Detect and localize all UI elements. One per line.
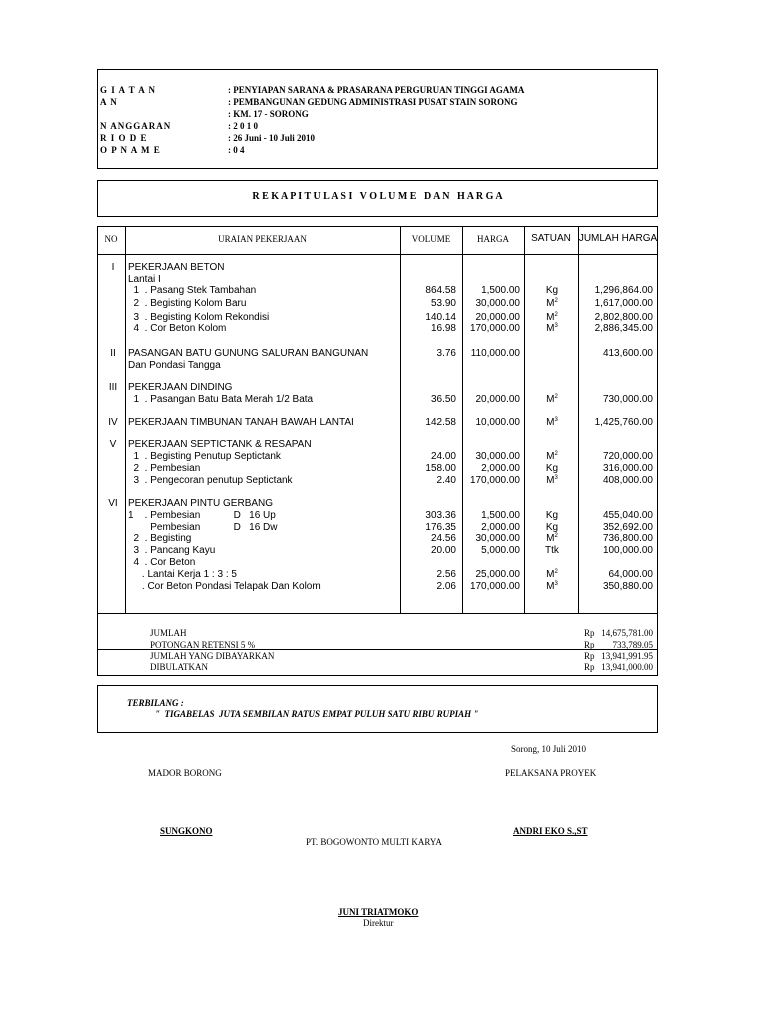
- row-harga: 30,000.00: [475, 451, 520, 462]
- col-header-satuan: SATUAN: [531, 233, 571, 244]
- row-description: 1 . Pasang Stek Tambahan: [128, 285, 257, 296]
- row-satuan-unit: M: [546, 298, 555, 309]
- row-satuan-unit: M: [546, 451, 555, 462]
- row-satuan: [530, 451, 574, 462]
- row-number: IV: [108, 417, 118, 428]
- row-harga: 170,000.00: [469, 323, 520, 334]
- row-satuan-exponent: 2: [554, 312, 558, 318]
- row-satuan-unit: Kg: [545, 510, 559, 521]
- row-satuan-exponent: 3: [554, 475, 558, 481]
- row-satuan: [530, 510, 574, 521]
- row-satuan: [530, 522, 574, 533]
- summary-currency: Rp: [584, 628, 595, 638]
- row-satuan: [530, 545, 574, 556]
- table-header-divider: [97, 254, 658, 255]
- row-harga: 2,000.00: [481, 463, 520, 474]
- row-description: 3 . Pancang Kayu: [128, 545, 216, 556]
- terbilang-label: TERBILANG :: [127, 698, 184, 708]
- row-description: 2 . Begisting: [128, 533, 192, 544]
- row-volume: 2.56: [436, 569, 456, 580]
- row-description: PEKERJAAN PINTU GERBANG: [128, 498, 274, 509]
- row-satuan-unit: M: [546, 533, 555, 544]
- row-satuan: [530, 533, 574, 544]
- summary-label: JUMLAH YANG DIBAYARKAN: [150, 651, 275, 661]
- row-jumlah: 736,800.00: [602, 533, 653, 544]
- header-value: : 0 4: [228, 145, 245, 155]
- col-header-harga: HARGA: [476, 234, 509, 244]
- header-label: A N: [100, 97, 118, 107]
- table-row: [0, 323, 768, 335]
- row-description: . Lantai Kerja 1 : 3 : 5: [128, 569, 237, 580]
- row-jumlah: 2,802,800.00: [594, 312, 653, 323]
- row-description: 2 . Pembesian: [128, 463, 201, 474]
- row-satuan-unit: Ttk: [545, 545, 559, 556]
- row-harga: 1,500.00: [481, 285, 520, 296]
- table-row: [0, 285, 768, 297]
- row-description: PEKERJAAN SEPTICTANK & RESAPAN: [128, 439, 312, 450]
- row-description: PEKERJAAN BETON: [128, 262, 225, 273]
- header-value: : 2 0 1 0: [228, 121, 258, 131]
- row-satuan: [530, 475, 574, 486]
- row-description: Dan Pondasi Tangga: [128, 360, 221, 371]
- row-harga: 170,000.00: [469, 581, 520, 592]
- row-satuan-exponent: 2: [554, 298, 558, 304]
- table-row: [0, 439, 768, 451]
- row-jumlah: 1,296,864.00: [594, 285, 653, 296]
- row-harga: 1,500.00: [481, 510, 520, 521]
- row-number: I: [111, 262, 115, 273]
- table-row: [0, 463, 768, 475]
- row-description: 1 . Pasangan Batu Bata Merah 1/2 Bata: [128, 394, 314, 405]
- summary-value: 13,941,000.00: [601, 662, 653, 672]
- row-harga: 170,000.00: [469, 475, 520, 486]
- row-harga: 20,000.00: [475, 394, 520, 405]
- summary-value: 14,675,781.00: [601, 628, 653, 638]
- table-row: [0, 533, 768, 545]
- table-row: [0, 581, 768, 593]
- row-satuan-unit: M: [546, 581, 555, 592]
- row-satuan: [530, 569, 574, 580]
- row-description: 1 . Begisting Penutup Septictank: [128, 451, 281, 462]
- header-label: R I O D E: [100, 133, 148, 143]
- header-label: O P N A M E: [100, 145, 161, 155]
- row-description: Lantai I: [128, 274, 161, 285]
- summary-currency: Rp: [584, 651, 595, 661]
- table-row: [0, 298, 768, 310]
- header-value: : PEMBANGUNAN GEDUNG ADMINISTRASI PUSAT STAIN SORONG: [228, 97, 518, 107]
- row-satuan-unit: M: [546, 417, 555, 428]
- row-jumlah: 730,000.00: [602, 394, 653, 405]
- summary-value: 733,789.05: [612, 640, 653, 650]
- row-description: 3 . Pengecoran penutup Septictank: [128, 475, 293, 486]
- row-jumlah: 350,880.00: [602, 581, 653, 592]
- row-volume: 176.35: [425, 522, 456, 533]
- summary-label: POTONGAN RETENSI 5 %: [150, 640, 256, 650]
- col-header-volume: VOLUME: [411, 234, 451, 244]
- row-jumlah: 413,600.00: [602, 348, 653, 359]
- company-name: PT. BOGOWONTO MULTI KARYA: [306, 837, 442, 847]
- row-satuan: [530, 312, 574, 323]
- header-label: N ANGGARAN: [100, 121, 172, 131]
- row-jumlah: 455,040.00: [602, 510, 653, 521]
- row-volume: 24.00: [430, 451, 456, 462]
- row-harga: 25,000.00: [475, 569, 520, 580]
- row-volume: 53.90: [430, 298, 456, 309]
- row-harga: 5,000.00: [481, 545, 520, 556]
- table-row: [0, 262, 768, 274]
- row-volume: 36.50: [430, 394, 456, 405]
- row-satuan-exponent: 2: [554, 569, 558, 575]
- row-description: Pembesian D 16 Dw: [128, 522, 278, 533]
- table-row: [0, 545, 768, 557]
- col-header-jumlah: JUMLAH HARGA: [578, 233, 658, 244]
- row-satuan: [530, 417, 574, 428]
- row-description: 4 . Cor Beton Kolom: [128, 323, 227, 334]
- summary-value: 13,941,991.95: [601, 651, 653, 661]
- header-label: G I A T A N: [100, 85, 156, 95]
- row-jumlah: 64,000.00: [608, 569, 653, 580]
- row-number: VI: [108, 498, 118, 509]
- row-jumlah: 352,692.00: [602, 522, 653, 533]
- row-harga: 30,000.00: [475, 533, 520, 544]
- row-satuan-unit: M: [546, 569, 555, 580]
- header-value: : PENYIAPAN SARANA & PRASARANA PERGURUAN TINGGI AGAMA: [228, 85, 525, 95]
- row-jumlah: 408,000.00: [602, 475, 653, 486]
- place-date: Sorong, 10 Juli 2010: [511, 744, 587, 754]
- row-volume: 864.58: [425, 285, 456, 296]
- summary-currency: Rp: [584, 662, 595, 672]
- row-satuan-unit: M: [546, 312, 555, 323]
- document-title: R E K A P I T U L A S I V O L U M E D A N H A R G A: [252, 191, 503, 202]
- row-description: 2 . Begisting Kolom Baru: [128, 298, 247, 309]
- row-volume: 3.76: [436, 348, 456, 359]
- row-volume: 20.00: [430, 545, 456, 556]
- row-satuan-exponent: 3: [554, 417, 558, 423]
- row-description: . Cor Beton Pondasi Telapak Dan Kolom: [128, 581, 321, 592]
- row-satuan-unit: M: [546, 475, 555, 486]
- director-name: JUNI TRIATMOKO: [338, 907, 419, 917]
- row-satuan-unit: M: [546, 394, 555, 405]
- row-harga: 30,000.00: [475, 298, 520, 309]
- table-row: [0, 348, 768, 360]
- header-box: [97, 69, 658, 169]
- row-volume: 158.00: [425, 463, 456, 474]
- row-volume: 24.56: [430, 533, 456, 544]
- table-row: [0, 557, 768, 569]
- row-satuan: [530, 581, 574, 592]
- row-satuan: [530, 285, 574, 296]
- row-volume: 142.58: [425, 417, 456, 428]
- table-row: [0, 417, 768, 429]
- summary-label: JUMLAH: [150, 628, 187, 638]
- row-jumlah: 720,000.00: [602, 451, 653, 462]
- director-title: Direktur: [363, 918, 394, 928]
- row-satuan-exponent: 3: [554, 581, 558, 587]
- table-row: [0, 451, 768, 463]
- table-row: [0, 394, 768, 406]
- row-jumlah: 316,000.00: [602, 463, 653, 474]
- left-signatory-name: SUNGKONO: [160, 826, 213, 836]
- row-satuan-unit: Kg: [545, 463, 559, 474]
- left-role: MADOR BORONG: [148, 768, 222, 778]
- row-number: II: [110, 348, 116, 359]
- row-volume: 2.40: [436, 475, 456, 486]
- row-volume: 140.14: [425, 312, 456, 323]
- row-description: PEKERJAAN TIMBUNAN TANAH BAWAH LANTAI: [128, 417, 354, 428]
- table-row: [0, 510, 768, 522]
- row-volume: 2.06: [436, 581, 456, 592]
- row-jumlah: 1,425,760.00: [594, 417, 653, 428]
- row-description: PEKERJAAN DINDING: [128, 382, 233, 393]
- row-jumlah: 1,617,000.00: [594, 298, 653, 309]
- row-satuan-exponent: 2: [554, 394, 558, 400]
- header-value: : KM. 17 - SORONG: [228, 109, 309, 119]
- row-satuan: [530, 298, 574, 309]
- row-satuan-unit: M: [546, 323, 555, 334]
- row-description: 3 . Begisting Kolom Rekondisi: [128, 312, 270, 323]
- row-number: III: [108, 382, 118, 393]
- row-description: 1 . Pembesian D 16 Up: [128, 510, 276, 521]
- header-value: : 26 Juni - 10 Juli 2010: [228, 133, 316, 143]
- row-volume: 303.36: [425, 510, 456, 521]
- table-row: [0, 475, 768, 487]
- row-satuan-unit: Kg: [545, 522, 559, 533]
- table-row: [0, 360, 768, 372]
- row-satuan-exponent: 2: [554, 451, 558, 457]
- summary-label: DIBULATKAN: [150, 662, 208, 672]
- row-harga: 20,000.00: [475, 312, 520, 323]
- row-satuan: [530, 394, 574, 405]
- row-description: 4 . Cor Beton: [128, 557, 196, 568]
- table-row: [0, 382, 768, 394]
- row-satuan: [530, 323, 574, 334]
- row-satuan-exponent: 3: [554, 323, 558, 329]
- summary-currency: Rp: [584, 640, 595, 650]
- table-row: [0, 569, 768, 581]
- row-satuan-unit: Kg: [545, 285, 559, 296]
- right-role: PELAKSANA PROYEK: [505, 768, 597, 778]
- col-header-uraian: URAIAN PEKERJAAN: [218, 234, 307, 244]
- row-harga: 2,000.00: [481, 522, 520, 533]
- right-signatory-name: ANDRI EKO S.,ST: [513, 826, 588, 836]
- row-harga: 110,000.00: [470, 348, 520, 359]
- row-satuan: [530, 463, 574, 474]
- row-number: V: [109, 439, 117, 450]
- row-jumlah: 100,000.00: [602, 545, 653, 556]
- table-row: [0, 498, 768, 510]
- row-volume: 16.98: [430, 323, 456, 334]
- row-harga: 10,000.00: [475, 417, 520, 428]
- terbilang-text: " TIGABELAS JUTA SEMBILAN RATUS EMPAT PULUH SATU RIBU RUPIAH ": [155, 709, 479, 719]
- col-header-no: NO: [104, 234, 118, 244]
- row-jumlah: 2,886,345.00: [594, 323, 653, 334]
- row-description: PASANGAN BATU GUNUNG SALURAN BANGUNAN: [128, 348, 369, 359]
- row-satuan-exponent: 2: [554, 533, 558, 539]
